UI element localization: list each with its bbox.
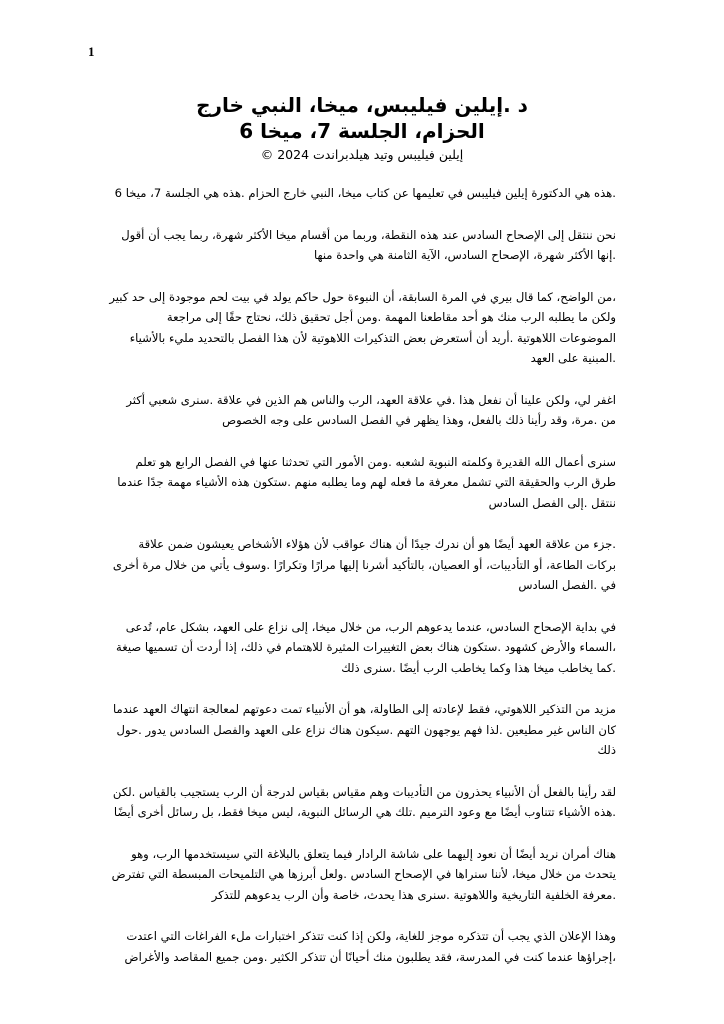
document-body (108, 183, 616, 988)
paragraph: هناك أمران نريد أيضًا أن نعود إليهما على شاشة الرادار فيما يتعلق بالبلاغة التي سيستخدمها الرب، وهو يتحدث من خلال ميخا، لأننا سنراها في الإصحاح السادس .ولعل أبرزها هي التلميحات المبسطة التي تفترض .معرفة الخلفية التاريخية واللاهوتية .سنرى هذا يحدث، خاصة وأن الرب يدعوهم للتذكر (111, 846, 616, 902)
paragraph: .هذه هي الدكتورة إيلين فيليبس في تعليمها عن كتاب ميخا، النبي خارج الحزام .هذه هي الجلسة 7، ميخا 6 (114, 186, 616, 200)
paragraph: سنرى أعمال الله القديرة وكلمته النبوية لشعبه .ومن الأمور التي تحدثنا عنها في الفصل الرابع هو تعلم طرق الرب والحقيقة التي تشمل معرفة ما فعله لهم وما يطلبه منهم .ستكون هذه الأشياء مهمة جدًا عندما ننتقل .إلى الفصل السادس (117, 454, 616, 510)
title-line-1: د .إيلين فيليبس، ميخا، النبي خارج (196, 93, 528, 117)
paragraph: مزيد من التذكير اللاهوتي، فقط لإعادته إلى الطاولة، هو أن الأنبياء تمت دعوتهم لمعالجة انتهاك العهد عندما كان الناس غير مطيعين .لذا فهم يوجهون التهم .سيكون هناك نزاع على العهد والفصل السادس يدور .حول ذلك (112, 702, 616, 757)
paragraph: .جزء من علاقة العهد أيضًا هو أن ندرك جيدًا أن هناك عواقب لأن هؤلاء الأشخاص يعيشون ضمن علاقة بركات الطاعة، أو التأديبات، أو العصيان، بالتأكيد أشرنا إليها مرارًا وتكرارًا .وسوف يأتي من خلال مرة أخرى في .الفصل السادس (112, 537, 616, 592)
paragraph: لقد رأينا بالفعل أن الأنبياء يحذرون من التأديبات وهم مقياس بقياس لدرجة أن الرب يستجيب بالقياس .لكن .هذه الأشياء تتناوب أيضًا مع وعود الترميم .تلك هي الرسائل النبوية، ليس ميخا فقط، بل رسائل أخرى أيضًا (112, 784, 616, 819)
paragraph: في بداية الإصحاح السادس، عندما يدعوهم الرب، من خلال ميخا، إلى نزاع على العهد، بشكل عام، تُدعى ،السماء والأرض كشهود .ستكون هناك بعض التغييرات المثيرة للاهتمام في ذلك، إذا أردت أن تسميها صيغة .كما يخاطب ميخا هذا وكما يخاطب الرب أيضًا .سنرى ذلك (116, 619, 616, 675)
copyright-line: إيلين فيليبس وتيد هيلدبراندت 2024 © (260, 147, 464, 162)
title-line-2: الحزام، الجلسة 7، ميخا 6 (239, 119, 485, 143)
paragraph: اغفر لي، ولكن علينا أن نفعل هذا .في علاقة العهد، الرب والناس هم الذين في علاقة .سنرى شعبي أكثر من .مرة، وقد رأينا ذلك بالفعل، وهذا يظهر في الفصل السادس على وجه الخصوص (126, 392, 616, 427)
paragraph: نحن ننتقل إلى الإصحاح السادس عند هذه النقطة، وربما من أقسام ميخا الأكثر شهرة، ربما يجب أن أقول .إنها الأكثر شهرة، الإصحاح السادس، الآية الثامنة هي واحدة منها (121, 227, 616, 262)
paragraph: وهذا الإعلان الذي يجب أن تتذكره موجز للغاية، ولكن إذا كنت تتذكر اختبارات ملء الفراغات التي اعتدت ،إجراؤها عندما كنت في المدرسة، فقد يطلبون منك أحيانًا أن تتذكر الكثير .ومن جميع المقاصد والأغراض (124, 929, 616, 964)
document-header (80, 92, 644, 164)
paragraph: ،من الواضح، كما قال بيري في المرة السابقة، أن النبوءة حول حاكم يولد في بيت لحم موجودة إلى حد كبير ولكن ما يطلبه الرب منك هو أحد مقاطعنا المهمة .ومن أجل تحقيق ذلك، نحتاج حقًا إلى مراجعة الموضوعات اللاهوتية .أريد أن أستعرض بعض التذكيرات اللاهوتية لأن هذا الفصل بالتحديد مليء بالأشياء .المبنية على العهد (109, 289, 616, 365)
page-number: 1 (88, 44, 95, 59)
